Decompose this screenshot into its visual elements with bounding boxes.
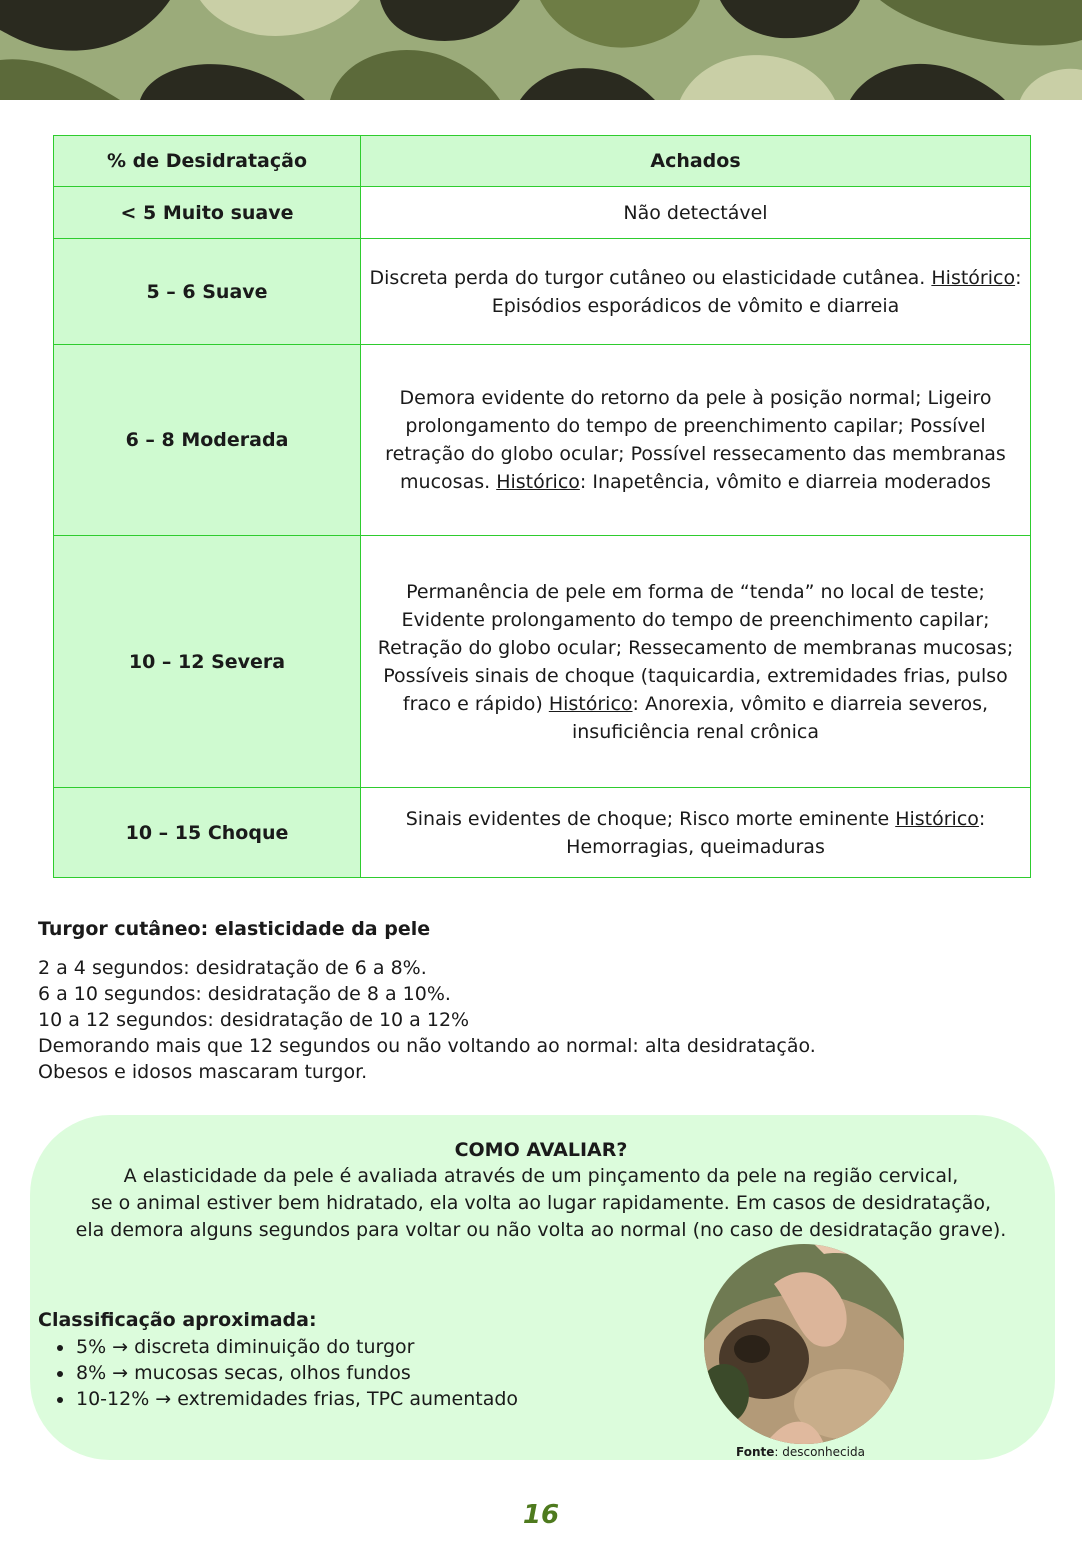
header-dehydration: % de Desidratação xyxy=(54,136,361,187)
dehydration-level: 6 – 8 Moderada xyxy=(54,345,361,536)
list-item: 8% → mucosas secas, olhos fundos xyxy=(76,1360,518,1386)
finding-cell: Discreta perda do turgor cutâneo ou elasticidade cutânea. Histórico: Episódios esporádicos de vômito e diarreia xyxy=(361,239,1031,345)
classification-list xyxy=(76,1334,518,1412)
how-to-line: ela demora alguns segundos para voltar ou não volta ao normal (no caso de desidratação grave). xyxy=(75,1219,1007,1241)
dehydration-level: 5 – 6 Suave xyxy=(54,239,361,345)
camouflage-banner xyxy=(0,0,1082,100)
finding-cell: Demora evidente do retorno da pele à posição normal; Ligeiro prolongamento do tempo de preenchimento capilar; Possível retração do globo ocular; Possível ressecamento das membranas mucosas. Histórico: Inapetência, vômito e diarreia moderados xyxy=(361,345,1031,536)
table-row xyxy=(54,345,1031,536)
turgor-line: 6 a 10 segundos: desidratação de 8 a 10%. xyxy=(38,983,451,1005)
finding-cell: Permanência de pele em forma de “tenda” no local de teste; Evidente prolongamento do tempo de preenchimento capilar; Retração do globo ocular; Ressecamento de membranas mucosas; Possíveis sinais de choque (taquicardia, extremidades frias, pulso fraco e rápido) Histórico: Anorexia, vômito e diarreia severos, insuficiência renal crônica xyxy=(361,536,1031,788)
turgor-line: Demorando mais que 12 segundos ou não voltando ao normal: alta desidratação. xyxy=(38,1035,816,1057)
turgor-line: Obesos e idosos mascaram turgor. xyxy=(38,1061,368,1083)
turgor-lines xyxy=(38,955,816,1085)
page-number: 16 xyxy=(522,1500,560,1530)
dehydration-level: 10 – 15 Choque xyxy=(54,788,361,878)
skin-turgor-photo xyxy=(704,1244,904,1444)
how-to-line: se o animal estiver bem hidratado, ela volta ao lugar rapidamente. Em casos de desidratação, xyxy=(90,1192,992,1214)
table-row xyxy=(54,187,1031,239)
how-to-title: COMO AVALIAR? xyxy=(454,1139,628,1161)
photo-caption: Fonte: desconhecida xyxy=(736,1445,865,1459)
turgor-title: Turgor cutâneo: elasticidade da pele xyxy=(38,918,431,940)
finding-cell: Não detectável xyxy=(361,187,1031,239)
table-row xyxy=(54,788,1031,878)
list-item: 10-12% → extremidades frias, TPC aumentado xyxy=(76,1388,519,1410)
history-label: Histórico xyxy=(496,471,580,493)
history-label: Histórico xyxy=(931,266,1016,289)
header-findings: Achados xyxy=(361,136,1031,187)
classification-title: Classificação aproximada: xyxy=(38,1309,317,1331)
list-item: 5% → discreta diminuição do turgor xyxy=(76,1334,518,1360)
history-label: Histórico xyxy=(895,807,979,830)
dehydration-level: 10 – 12 Severa xyxy=(54,536,361,788)
table-header-row xyxy=(54,136,1031,187)
dehydration-level: < 5 Muito suave xyxy=(54,187,361,239)
turgor-line: 2 a 4 segundos: desidratação de 6 a 8%. xyxy=(38,957,427,979)
finding-cell: Sinais evidentes de choque; Risco morte eminente Histórico: Hemorragias, queimaduras xyxy=(361,788,1031,878)
table-row xyxy=(54,536,1031,788)
dehydration-table xyxy=(53,135,1031,878)
history-label: Histórico xyxy=(548,692,633,715)
table-row xyxy=(54,239,1031,345)
turgor-line: 10 a 12 segundos: desidratação de 10 a 12% xyxy=(38,1009,470,1031)
how-to-text xyxy=(0,1163,1082,1244)
how-to-line: A elasticidade da pele é avaliada através de um pinçamento da pele na região cervical, xyxy=(123,1165,959,1187)
